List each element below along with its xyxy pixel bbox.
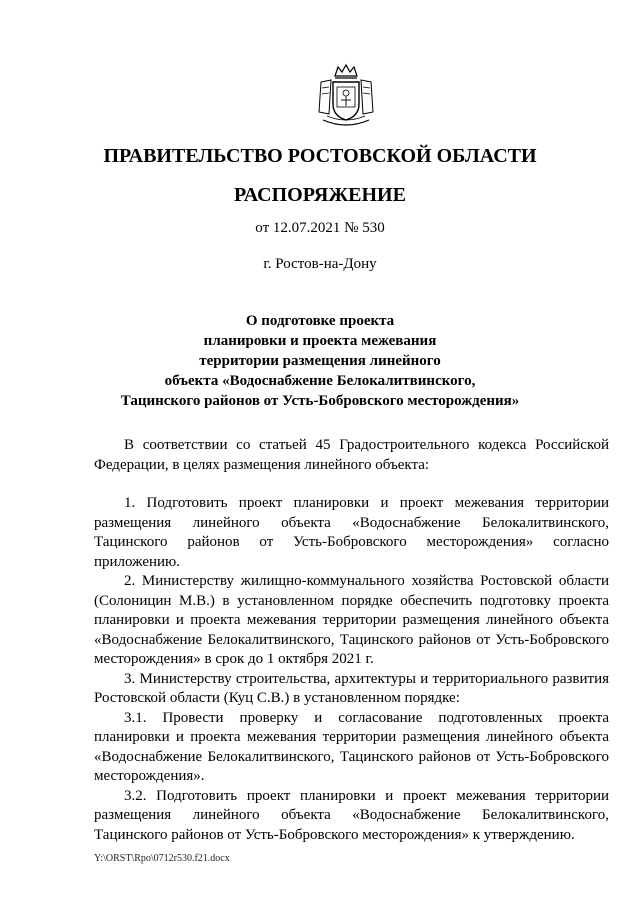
subject-line: территории размещения линейного xyxy=(199,353,441,369)
issue-place: г. Ростов-на-Дону xyxy=(263,256,377,272)
rostov-oblast-coat-of-arms-icon xyxy=(313,62,379,130)
subject-line: объекта «Водоснабжение Белокалитвинского, xyxy=(164,373,476,389)
document-body xyxy=(94,436,609,845)
subject-line: планировки и проекта межевания xyxy=(203,333,437,349)
document-type: РАСПОРЯЖЕНИЕ xyxy=(234,184,406,206)
organization-title: ПРАВИТЕЛЬСТВО РОСТОВСКОЙ ОБЛАСТИ xyxy=(103,145,537,167)
item-paragraph-2: 2. Министерству жилищно-коммунального хозяйства Ростовской области (Солоницин М.В.) в установленном порядке обеспечить подготовку проекта планировки и проекта межевания территории размещения линейного объекта «Водоснабжение Белокалитвинского, Тацинского районов от Усть-Бобровского месторождения» в срок до 1 октября 2021 г. xyxy=(94,573,609,667)
subject-line: Тацинского районов от Усть-Бобровского месторождения» xyxy=(120,393,520,409)
date-number: от 12.07.2021 № 530 xyxy=(255,220,385,236)
document-subject xyxy=(0,311,640,411)
subject-line: О подготовке проекта xyxy=(245,313,395,329)
item-paragraph-3-2: 3.2. Подготовить проект планировки и проект межевания территории размещения линейного объекта «Водоснабжение Белокалитвинского, Тацинского районов от Усть-Бобровского месторождения» к утверждению. xyxy=(94,787,609,843)
preamble-paragraph: В соответствии со статьей 45 Градостроительного кодекса Российской Федерации, в целях размещения линейного объекта: xyxy=(94,437,609,473)
item-paragraph-3: 3. Министерству строительства, архитектуры и территориального развития Ростовской области (Куц С.В.) в установленном порядке: xyxy=(94,670,609,706)
item-paragraph-1: 1. Подготовить проект планировки и проект межевания территории размещения линейного объекта «Водоснабжение Белокалитвинского, Тацинского районов от Усть-Бобровского месторождения» согласно приложению. xyxy=(94,495,609,570)
file-path-footer: Y:\ORST\Rpo\0712r530.f21.docx xyxy=(94,853,230,864)
item-paragraph-3-1: 3.1. Провести проверку и согласование подготовленных проекта планировки и проекта межевания территории размещения линейного объекта «Водоснабжение Белокалитвинского, Тацинского районов от Усть-Бобровского месторождения». xyxy=(94,709,609,784)
